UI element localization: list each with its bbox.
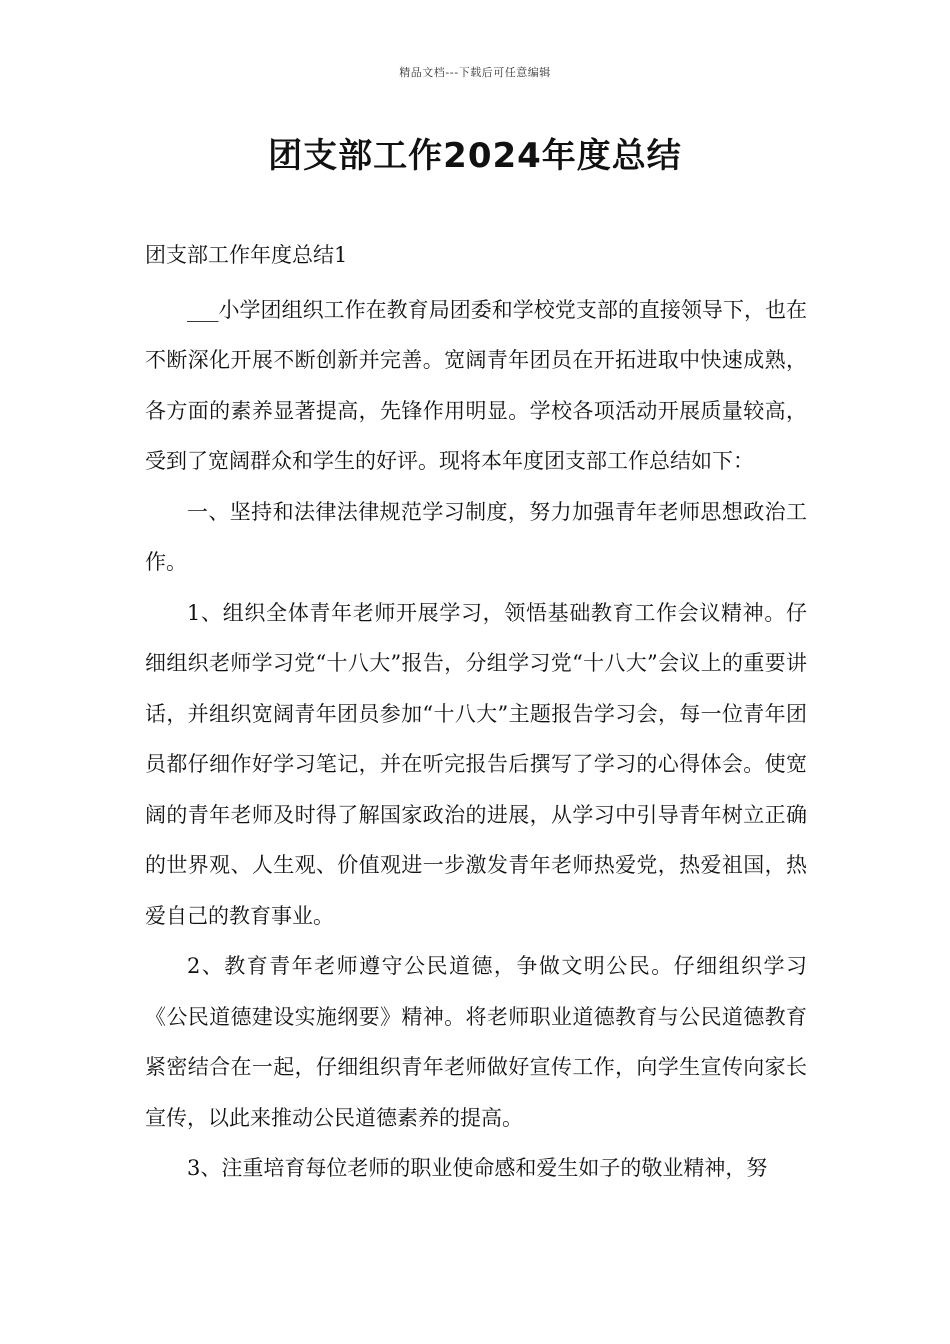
paragraph-intro: ___小学团组织工作在教育局团委和学校党支部的直接领导下，也在不断深化开展不断创新并完善。宽阔青年团员在开拓进取中快速成熟，各方面的素养显著提高，先锋作用明显。学校各项活动开展质量较高，受到了宽阔群众和学生的好评。现将本年度团支部工作总结如下： [145, 297, 807, 473]
header-note: 精品文档---下载后可任意编辑 [399, 66, 551, 79]
document-body [145, 230, 807, 1194]
paragraph-item-2: 2、教育青年老师遵守公民道德，争做文明公民。仔细组织学习《公民道德建设实施纲要》精神。将老师职业道德教育与公民道德教育紧密结合在一起，仔细组织青年老师做好宣传工作，向学生宣传向家长宣传，以此来推动公民道德素养的提高。 [145, 954, 807, 1130]
section-title: 团支部工作年度总结1 [145, 243, 348, 267]
paragraph-item-1: 1、组织全体青年老师开展学习，领悟基础教育工作会议精神。仔细组织老师学习党“十八大”报告，分组学习党“十八大”会议上的重要讲话，并组织宽阔青年团员参加“十八大”主题报告学习会，每一位青年团员都仔细作好学习笔记，并在听完报告后撰写了学习的心得体会。使宽阔的青年老师及时得了解国家政治的进展，从学习中引导青年树立正确的世界观、人生观、价值观进一步激发青年老师热爱党，热爱祖国，热爱自己的教育事业。 [145, 600, 807, 928]
paragraph-item-3: 3、注重培育每位老师的职业使命感和爱生如子的敬业精神，努 [187, 1156, 768, 1180]
page-title: 团支部工作2024年度总结 [268, 136, 682, 176]
paragraph-heading-1: 一、坚持和法律法律规范学习制度，努力加强青年老师思想政治工作。 [145, 499, 807, 574]
